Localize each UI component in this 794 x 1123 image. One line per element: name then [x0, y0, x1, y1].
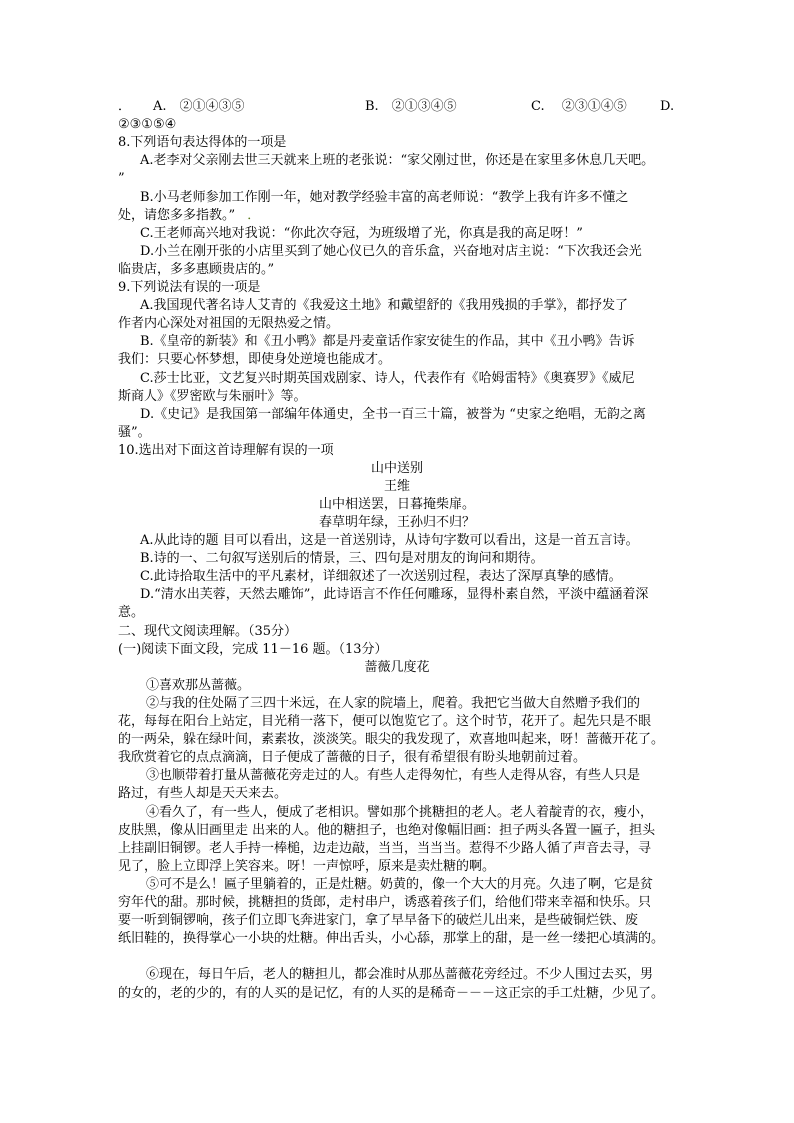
q9-stem: 9.下列说法有误的一项是 — [118, 280, 261, 295]
reading-subheading: (一)阅读下面文段，完成 11－16 题。（13分） — [118, 642, 388, 657]
poem-author: 王维 — [383, 479, 410, 494]
q10-option-a: A.从此诗的题 目可以看出，这是一首送别诗，从诗句字数可以看出，这是一首五言诗。 — [140, 533, 639, 548]
paragraph-5-line-1: ⑤可不是么！匾子里躺着的，正是灶糖。奶黄的，像一个大大的月亮。久违了啊，它是贫 — [146, 877, 654, 892]
q10-option-d: D.“清水出芙蓉，天然去雕饰”，此诗语言不作任何雕琢，显得朴素自然，平淡中蕴涵着深 — [140, 587, 649, 602]
section-2-heading: 二、现代文阅读理解。（35分） — [118, 624, 298, 639]
poem-line-2: 春草明年绿，王孙归不归？ — [318, 515, 475, 530]
q7-option-a: A. ②①④③⑤ — [153, 99, 245, 114]
poem-title: 山中送别 — [370, 461, 423, 476]
q9-option-a: A.我国现代著名诗人艾青的《我爱这土地》和戴望舒的《我用残损的手掌》，都抒发了 — [140, 298, 629, 313]
paragraph-2-line-3: 的一两朵，躲在绿叶间，素素妆，淡淡笑。眼尖的我发现了，欢喜地叫起来，呀！蔷薇开花了。 — [118, 732, 665, 747]
q10-option-b: B.诗的一、二句叙写送别后的情景，三、四句是对朋友的询问和期待。 — [140, 551, 544, 566]
q7-option-d-continued: ②③①⑤④ — [118, 117, 177, 132]
q8-option-b-cont — [118, 207, 260, 225]
q9-option-b: B.《皇帝的新装》和《丑小鸭》都是丹麦童话作家安徒生的作品，其中《丑小鸭》告诉 — [140, 334, 635, 349]
q8-option-d-cont: 临贵店，多多惠顾贵店的。” — [118, 262, 275, 277]
article-title: 蔷薇几度花 — [364, 660, 430, 675]
q8-option-a-cont: ” — [118, 171, 125, 186]
q8-option-d: D.小兰在刚开张的小店里买到了她心仪已久的音乐盒，兴奋地对店主说：“下次我还会光 — [140, 244, 642, 259]
paragraph-4-line-1: ④看久了，有一些人，便成了老相识。譬如那个挑糖担的老人。老人着靛青的衣，瘦小， — [146, 805, 654, 820]
q7-option-d: D. — [660, 99, 675, 114]
q7-option-b: B. ②①③④⑤ — [365, 99, 457, 114]
paragraph-4-line-3: 上挂副旧铜锣。老人手持一棒槌，边走边敲，当当，当当当。惹得不少路人循了声音去寻，寻 — [118, 841, 652, 856]
paragraph-5-line-3: 要一听到铜锣响，孩子们立即飞奔进家门，拿了早早备下的破烂儿出来，是些破铜烂铁、废 — [118, 913, 639, 928]
paragraph-4-line-4: 见了，脸上立即浮上笑容来。呀！一声惊呼，原来是卖灶糖的啊。 — [118, 859, 496, 874]
q9-option-b-cont: 我们：只要心怀梦想，即使身处逆境也能成才。 — [118, 352, 392, 367]
paragraph-6-line-2: 的女的，老的少的，有的人买的是记忆，有的人买的是稀奇－－－这正宗的手工灶糖，少见了。 — [118, 986, 665, 1001]
q8-option-b: B.小马老师参加工作刚一年，她对教学经验丰富的高老师说：“教学上我有许多不懂之 — [140, 190, 629, 205]
q8-option-b-cont-text: 处，请您多多指教。” — [118, 208, 236, 223]
paragraph-2-line-2: 花，每每在阳台上站定，目光稍一落下，便可以饱览它了。这个时节，花开了。起先只是不眼 — [118, 714, 652, 729]
q9-option-c-cont: 斯商人》《罗密欧与朱丽叶》等。 — [118, 389, 307, 404]
paragraph-3-line-1: ③也顺带着打量从蔷薇花旁走过的人。有些人走得匆忙，有些人走得从容，有些人只是 — [146, 768, 641, 783]
q8-option-a: A.老李对父亲刚去世三天就来上班的老张说：“家父刚过世，你还是在家里多休息几天吧。 — [140, 153, 655, 168]
q9-option-a-cont: 作者内心深处对祖国的无限热爱之情。 — [118, 316, 340, 331]
paragraph-2-line-1: ②与我的住处隔了三四十米远，在人家的院墙上，爬着。我把它当做大自然赠予我们的 — [146, 696, 641, 711]
paragraph-6-line-1: ⑥现在，每日午后，老人的糖担儿，都会准时从那丛蔷薇花旁经过。不少人围过去买，男 — [146, 967, 654, 982]
paragraph-5-line-2: 穷年代的甜。那时候，挑糖担的货郎，走村串户，诱惑着孩子们，给他们带来幸福和快乐。只 — [118, 895, 652, 910]
q9-option-c: C.莎士比亚，文艺复兴时期英国戏剧家、诗人，代表作有《哈姆雷特》《奥赛罗》《威尼 — [140, 371, 635, 386]
q8-stray-mark: ． — [247, 208, 261, 223]
paragraph-3-line-2: 路过，有些人却是天天来去。 — [118, 786, 288, 801]
paragraph-4-line-2: 皮肤黑，像从旧画里走 出来的人。他的糖担子，也绝对像幅旧画：担子两头各置一匾子，担头 — [118, 823, 656, 838]
q10-option-c: C.此诗拾取生活中的平凡素材，详细叙述了一次送别过程，表达了深厚真挚的感情。 — [140, 569, 622, 584]
q10-option-d-cont: 意。 — [118, 605, 145, 620]
q7-dot-mark: ． — [118, 99, 132, 114]
poem-line-1: 山中相送罢，日暮掩柴扉。 — [318, 497, 475, 512]
paragraph-2-line-4: 我欣赏着它的点点滴滴，日子便成了蔷薇的日子，很有希望很有盼头地朝前过着。 — [118, 750, 587, 765]
q9-option-d: D.《史记》是我国第一部编年体通史，全书一百三十篇，被誉为 “史家之绝唱，无韵之离 — [140, 407, 646, 422]
q8-option-c: C.王老师高兴地对我说：“你此次夺冠，为班级增了光，你真是我的高足呀！” — [140, 226, 583, 241]
q10-stem: 10.选出对下面这首诗理解有误的一项 — [118, 443, 334, 458]
paragraph-5-line-4: 纸旧鞋的，换得掌心一小块的灶糖。伸出舌头，小心舔，那掌上的甜，是一丝一缕把心填满的。 — [118, 931, 665, 946]
paragraph-1: ①喜欢那丛蔷薇。 — [146, 678, 251, 693]
q8-stem: 8.下列语句表达得体的一项是 — [118, 135, 287, 150]
q9-option-d-cont: 骚”。 — [118, 425, 151, 440]
q7-option-c: C. ②③①④⑤ — [531, 99, 627, 114]
